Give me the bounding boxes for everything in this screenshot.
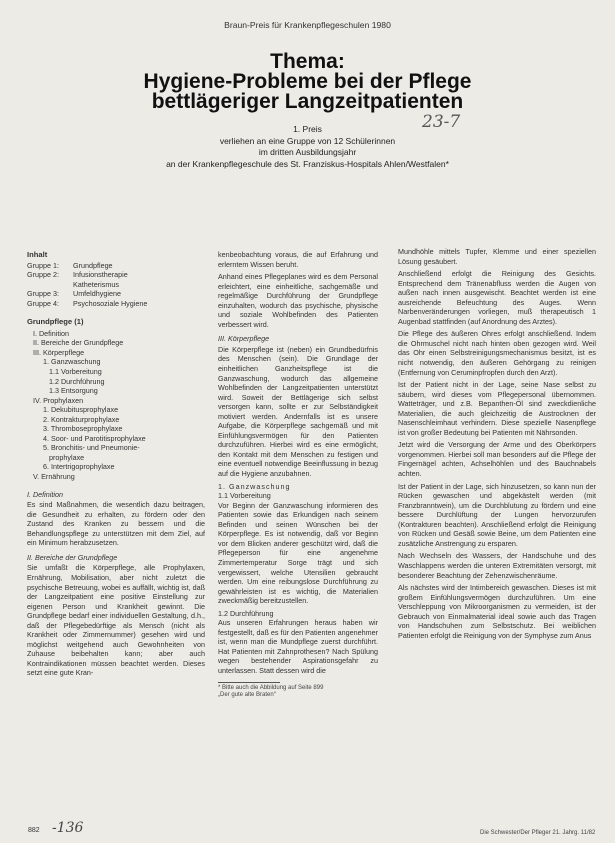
koerperpflege-text: Die Körperpflege ist (neben) ein Grundbedürfnis des Menschen (sein). Die Grundlage der einheitlichen Ganzheitspflege ist die Ganzwaschung, wodurch das allgemeine Wohlbefinden der Langzeitpatienten unterstützt wird. Soweit der Bettlägerige sich selbst versorgen kann, sollte er zur Selbständigkeit motiviert werden. Andernfalls ist es unsere Aufgabe, die Körperpflege sachgemäß und mit Einfühlungsvermögen für den Patienten durchzuführen. Hierbei wird es eine ermöglicht, den Kontakt mit dem Menschen zu festigen und eine eventuell notwendige Beeinflussung in bezug auf die Hygiene anzubahnen. [218,344,378,479]
column-1 [27,250,205,681]
toc-item: 1. Ganzwaschung [43,357,101,367]
toc-item: 6. Intertrigoprophylaxe [43,462,115,472]
award-block [0,124,615,170]
toc-item: 3. Thromboseprophylaxe [43,424,123,434]
inhalt-group-label: Gruppe 4: [27,298,59,308]
toc-item: V. Ernährung [33,472,75,482]
toc-item: 1.1 Vorbereitung [49,367,102,377]
inhalt-group-label [27,280,73,290]
grundpflege-heading: Grundpflege (1) [27,317,84,327]
inhalt-group-label: Gruppe 2: [27,270,59,280]
definition-heading: I. Definition [27,489,63,499]
award-school: an der Krankenpflegeschule des St. Franziskus-Hospitals Ahlen/Westfalen* [166,158,449,169]
award-rank: 1. Preis [293,124,322,134]
ganzwaschung-heading: 1. Ganzwaschung [218,481,291,491]
footnote-rule [218,682,280,683]
inhalt-list [27,261,205,309]
bereiche-text: Sie umfaßt die Körperpflege, alle Prophylaxen, Ernährung, Mobilisation, aber nicht zuletzt die psychische Betreuung, wobei es auffällt, wichtig ist, daß der Langzeitpatient eine positive Einstellung zur eigenen Person und Krankheit gewinnt. Die Grundpflege bedarf einer individuellen Gestaltung, d.h., daß der Pflegebedürftige als Mensch (nicht als Krankheit oder Zimmernummer) gesehen wird und möglichst weitgehend auch Gewohnheiten von Zuhause beibehalten kann; aber auch Kontraindikationen müssen beachtet werden. Dieses setzt eine gute Kran- [27,563,205,678]
col2-paragraph-2: Anhand eines Pflegeplanes wird es dem Personal erleichtert, eine einheitliche, sachgemäße und regelmäßige Durchführung der Grundpflege einzuhalten, wodurch das psychische, physische und soziale Wohlbefinden des Patienten verbessert wird. [218,272,378,329]
toc-item: III. Körperpflege [33,347,85,357]
col3-paragraph-8: Als nächstes wird der Intimbereich gewaschen. Dieses ist mit großem Einfühlungsvermögen durchzuführen. Um eine Verschleppung von Mikroorganismen zu vermeiden, ist der Gebrauch von Einmalmaterial ideal sowie auch das Tragen von Handschuhen zum Selbstschutz. Bei weiblichen Patienten erfolgt die Reinigung von der Symphyse zum Anus [398,583,596,640]
journal-footer: Die Schwester/Der Pfleger 21. Jahrg. 11/82 [480,830,596,836]
col3-paragraph-7: Nach Wechseln des Wassers, der Handschuhe und des Waschlappens werden die unteren Extremitäten versorgt, mit besonderer Beachtung der Zehenzwischenräume. [398,551,596,580]
koerperpflege-heading: III. Körperpflege [218,334,270,344]
inhalt-row [27,261,205,271]
inhalt-group-label: Gruppe 1: [27,260,59,270]
col3-paragraph-6: Ist der Patient in der Lage, sich hinzusetzen, so kann nun der Rücken gewaschen und abgekästelt werden (mit Franzbranntwein), um die Durchblutung zu fördern und eine bessere Durchlüftung der Lungen hervorzurufen (Kontrakturen beachten). Anschließend erfolgt die Reinigung von Rücken und Gesäß sowie Beine, um dem Patienten eine zusätzliche Anstrengung zu ersparen. [398,481,596,548]
toc-item: 2. Kontrakturprophylaxe [43,414,120,424]
inhalt-topic: Psychosoziale Hygiene [73,298,148,308]
page-number: 882 [28,827,40,834]
vorbereitung-text: Vor Beginn der Ganzwaschung informieren des Patienten sowie das Erkundigen nach seinem Befinden und seinen Wünschen bei der Körperpflege. Es ist notwendig, daß vor Beginn vor dem Blicken anderer geschützt wird, daß die Pflegeperson für eine angenehme Zimmertemperatur Sorge trägt und sich vergewissert, welche Utensilien gebraucht werden. Um eine reibungslose Durchführung zu gewährleisten ist es wichtig, die Materialien zweckmäßig bereitzustellen. [218,500,378,606]
toc-list [27,329,205,482]
col3-paragraph-4: Ist der Patient nicht in der Lage, seine Nase selbst zu säubern, wird dieses vom Pflegepersonal übernommen. Watteträger, und z.B. Bepanthen-Öl sind zweckdienliche Materialien, die auch gleichzeitig die Austrocknen der Nasenschleimhaut verhindern. Diese spezielle Nasenpflege ist von großer Bedeutung bei Patienten mit Nährsonden. [398,380,596,437]
toc-item: 4. Soor- und Parotitisprophylaxe [43,433,146,443]
inhalt-row [27,280,205,290]
durchfuehrung-text: Aus unseren Erfahrungen heraus haben wir festgestellt, daß es für den Patienten angenehmer ist, wenn man die Mundpflege zuerst durchführt. Hat Patienten mit Zahnprothesen? Nach Spülung wegen bestehender Aspirationsgefahr zu unterlassen. Statt dessen wird die [218,618,378,675]
award-recipients: verliehen an eine Gruppe von 12 Schülerinnen [219,135,396,146]
inhalt-topic: Umfeldhygiene [73,289,121,299]
inhalt-topic: Infusionstherapie [73,270,128,280]
col3-paragraph-1: Mundhöhle mittels Tupfer, Klemme und einer speziellen Lösung gesäubert. [398,247,596,266]
inhalt-row [27,270,205,280]
column-3 [398,247,596,643]
award-year: im dritten Ausbildungsjahr [258,147,357,157]
footnote-1: * Bitte auch die Abbildung auf Seite 899 [218,684,324,691]
inhalt-topic: Katheterismus [73,279,119,289]
col3-paragraph-5: Jetzt wird die Versorgung der Arme und des Oberkörpers vorgenommen. Hierbei soll man besonders auf die Pflege der Fingernägel achten, Achselhöhlen und des Bauchnabels achten. [398,440,596,479]
toc-item: 1.3 Entsorgung [49,386,98,396]
toc-item: IV. Prophylaxen [33,395,84,405]
toc-item: prophylaxe [49,452,85,462]
durchfuehrung-heading: 1.2 Durchführung [218,608,274,618]
toc-item: 1.2 Durchführung [49,376,105,386]
article-title-label: Thema: [270,50,345,73]
bereiche-heading: II. Bereiche der Grundpflege [27,552,118,562]
article-title-line2: bettlägeriger Langzeitpatienten [151,90,464,113]
inhalt-row [27,289,205,299]
col3-paragraph-3: Die Pflege des äußeren Ohres erfolgt anschließend. Indem die Ohrmuschel nicht nach hinten oben gezogen wird. Weil das Ohr einen Selbstreinigungsmechanismus besitzt, ist es nicht notwendig, den äußeren Gehörgang zu reinigen (Entfernung von Ceruminpfropfen durch den Arzt). [398,329,596,377]
toc-item: II. Bereiche der Grundpflege [33,338,124,348]
handwritten-page-mark: -136 [52,820,84,836]
inhalt-group-label: Gruppe 3: [27,289,59,299]
article-title-line1: Hygiene-Probleme bei der Pflege [143,70,472,93]
toc-item: 5. Bronchitis- und Pneumonie- [43,443,140,453]
running-head: Braun-Preis für Krankenpflegeschulen 1980 [224,20,391,30]
col2-paragraph-1: kenbeobachtung voraus, die auf Erfahrung und erlerntem Wissen beruht. [218,250,378,269]
inhalt-row [27,299,205,309]
handwritten-mark: 23-7 [422,112,461,132]
footnote-2: „Der gute alte Braten“ [218,692,276,699]
column-2 [218,250,378,700]
toc-item: I. Definition [33,328,69,338]
definition-text: Es sind Maßnahmen, die wesentlich dazu beitragen, die Gesundheit zu erhalten, zu fördern oder den Zustand des Kranken zu bessern und die Behandlungspflege zu unterstützen mit dem Ziel, auf ein Minimum herabzusetzen. [27,500,205,548]
toc-item: 1. Dekubitusprophylaxe [43,405,119,415]
col3-paragraph-2: Anschließend erfolgt die Reinigung des Gesichts. Entsprechend dem Tränenabfluss werden die Augen von außen nach innen ausgewischt. Beachtet werden ist eine ausreichende Befeuchtung des Auges. Wenn Narbenveränderungen vorliegen, muß therapeutisch 1 Augenbad stattfinden (auf Anordnung des Arztes). [398,269,596,326]
vorbereitung-heading: 1.1 Vorbereitung [218,491,271,501]
inhalt-topic: Grundpflege [73,260,113,270]
inhalt-heading: Inhalt [27,250,48,259]
